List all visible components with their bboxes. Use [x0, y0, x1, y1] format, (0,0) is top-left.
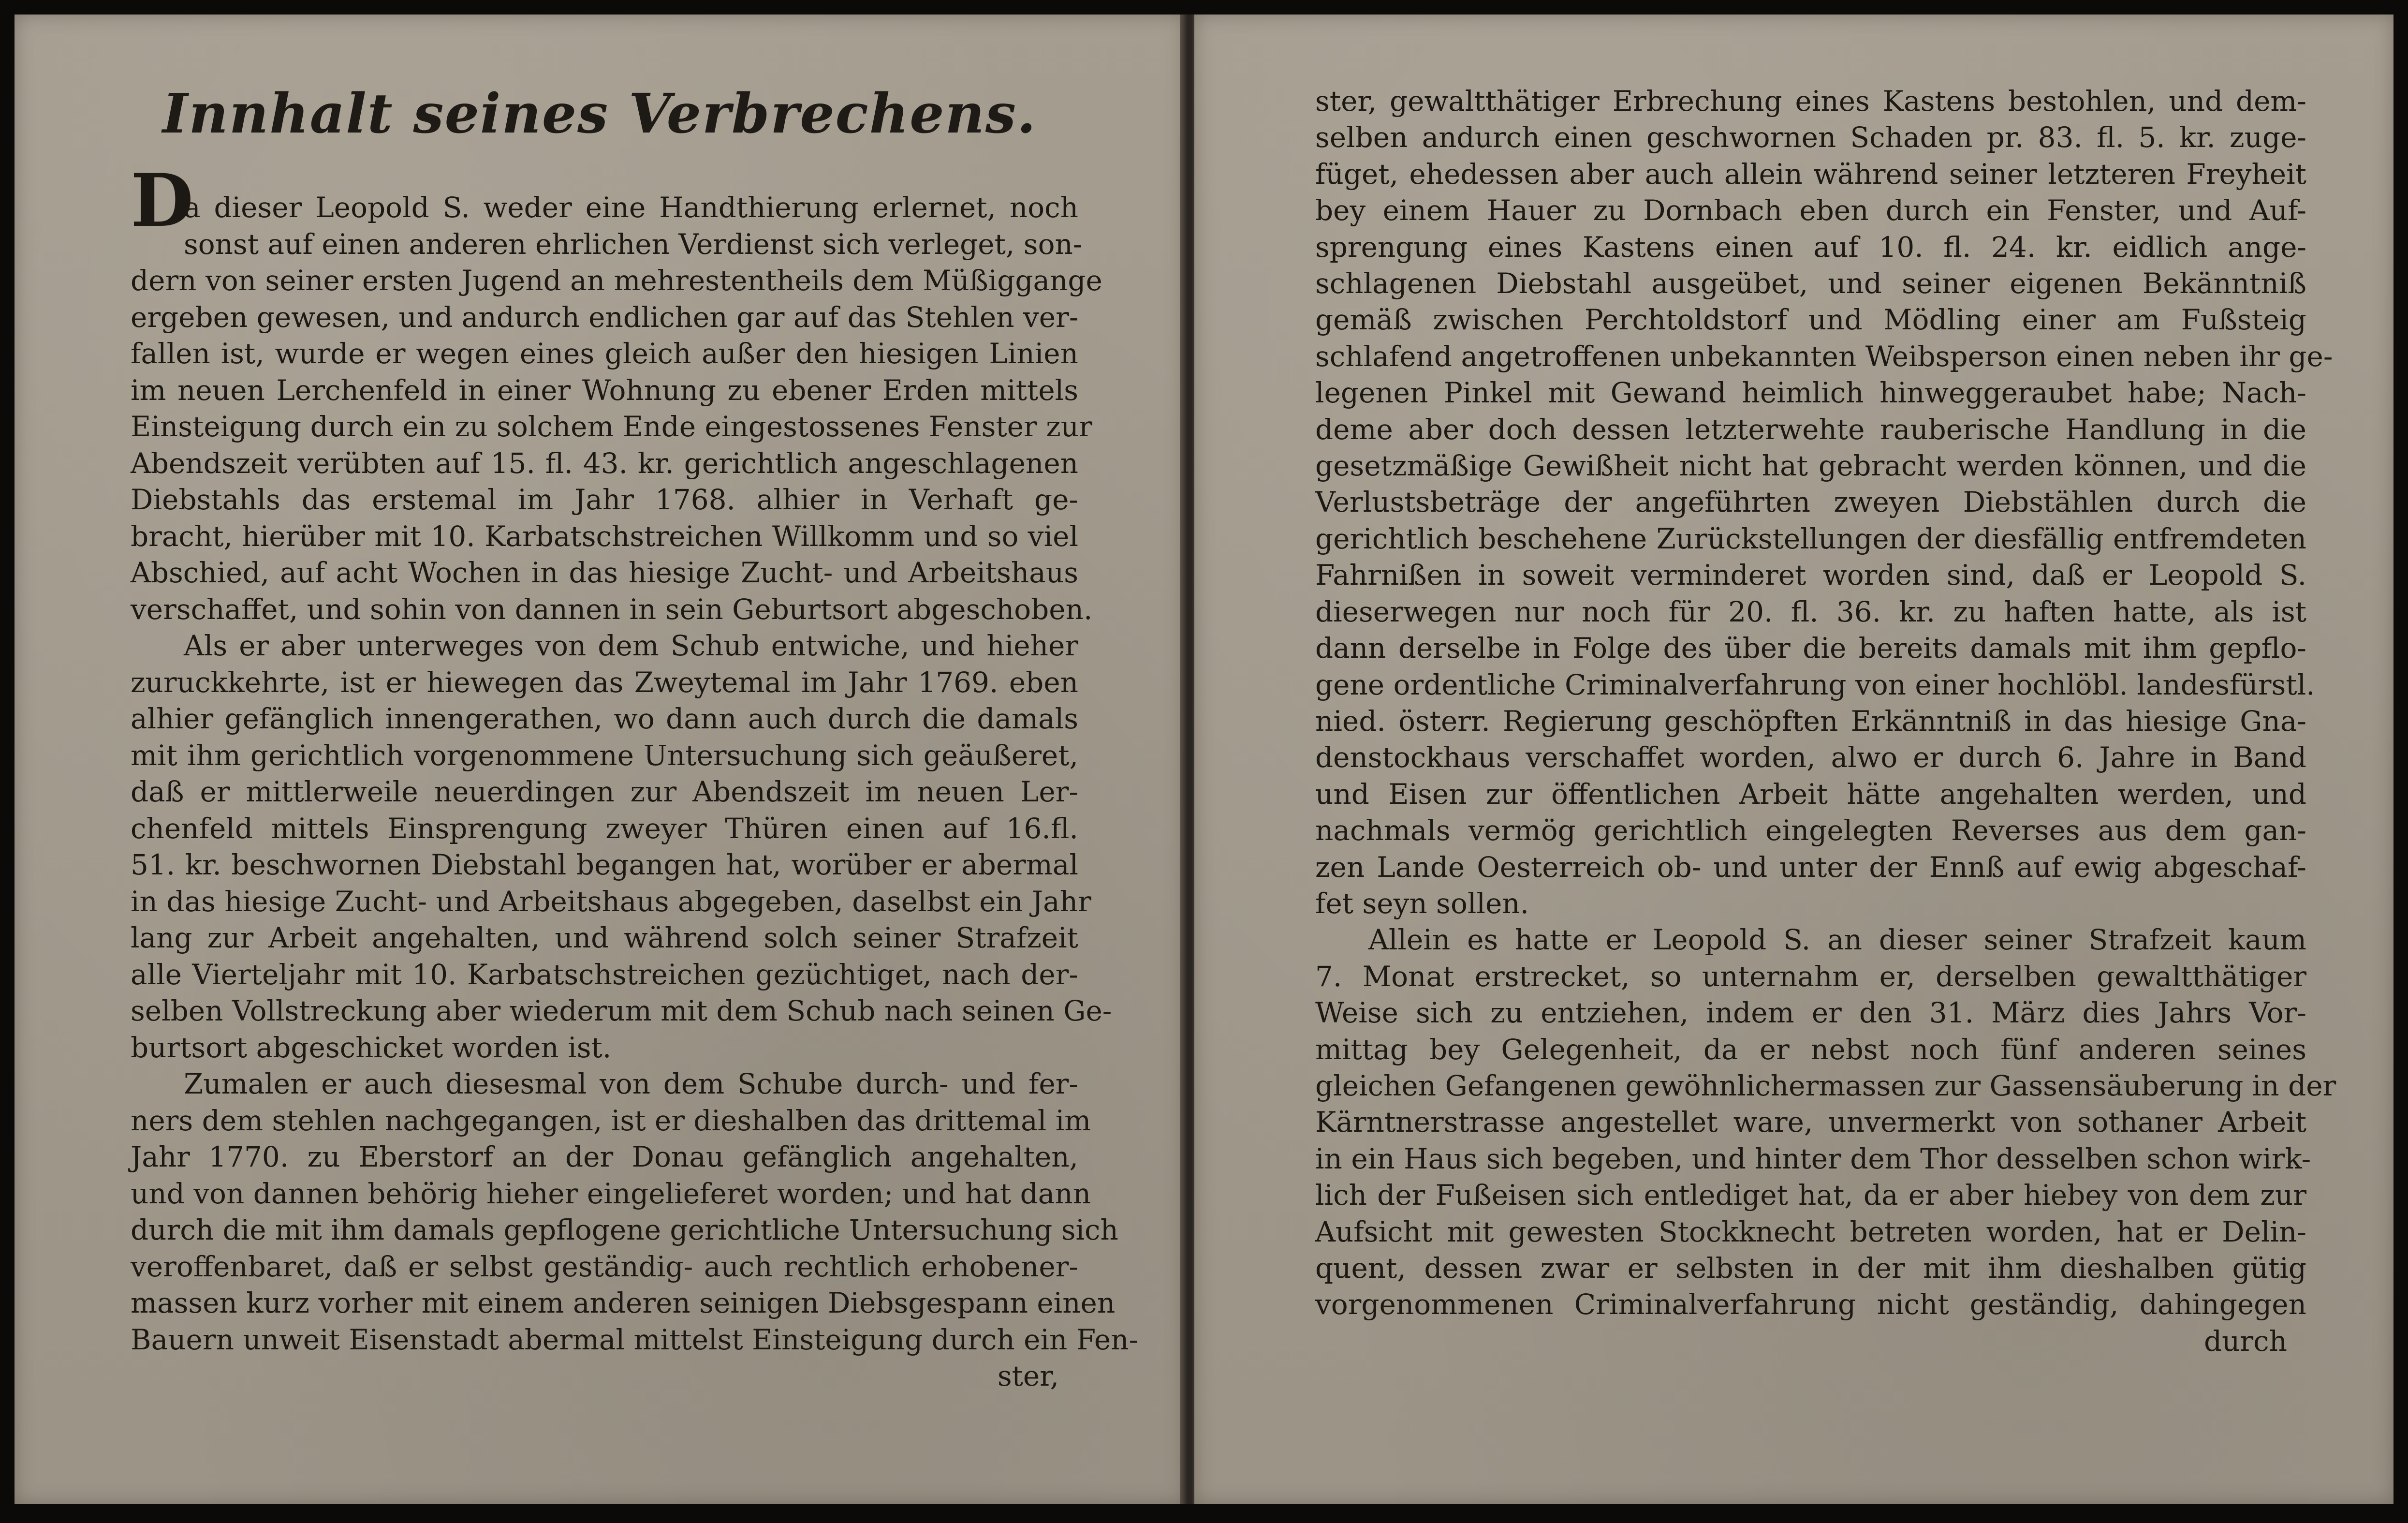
text-line: zen Lande Oesterreich ob- und unter der Ennß auf ewig abgeschaf- [1315, 850, 2306, 884]
text-line: bey einem Hauer zu Dornbach eben durch ein Fenster, und Auf- [1315, 194, 2306, 227]
text-line: schlafend angetroffenen unbekannten Weibsperson einen neben ihr ge- [1315, 340, 2333, 373]
text-line: 51. kr. beschwornen Diebstahl begangen hat, worüber er abermal [131, 848, 1078, 881]
text-line: Kärntnerstrasse angestellet ware, unvermerkt von sothaner Arbeit [1315, 1106, 2306, 1139]
text-line: dieserwegen nur noch für 20. fl. 36. kr. zu haften hatte, als ist [1315, 595, 2306, 628]
text-line: und Eisen zur öffentlichen Arbeit hätte angehalten werden, und [1315, 777, 2306, 811]
text-line: dern von seiner ersten Jugend an mehrestentheils dem Müßiggange [131, 264, 1102, 297]
text-line: Abendszeit verübten auf 15. fl. 43. kr. gerichtlich angeschlagenen [131, 446, 1078, 480]
text-line: alhier gefänglich innengerathen, wo dann auch durch die damals [131, 702, 1078, 735]
text-line: verschaffet, und sohin von dannen in sein Geburtsort abgeschoben. [131, 592, 1093, 626]
text-line: schlagenen Diebstahl ausgeübet, und seiner eigenen Bekänntniß [1315, 267, 2306, 300]
text-line: zuruckkehrte, ist er hiewegen das Zweytemal im Jahr 1769. eben [131, 665, 1078, 699]
right-page [1194, 15, 2393, 1504]
text-line: Diebstahls das erstemal im Jahr 1768. alhier in Verhaft ge- [131, 483, 1078, 516]
text-line: daß er mittlerweile neuerdingen zur Abendszeit im neuen Ler- [131, 775, 1078, 808]
text-line: selben Vollstreckung aber wiederum mit dem Schub nach seinen Ge- [131, 994, 1112, 1027]
text-line: deme aber doch dessen letzterwehte rauberische Handlung in die [1315, 413, 2306, 446]
text-line: fallen ist, wurde er wegen eines gleich außer den hiesigen Linien [131, 337, 1078, 370]
text-line: gemäß zwischen Perchtoldstorf und Mödling einer am Fußsteig [1315, 303, 2306, 337]
text-line: in ein Haus sich begeben, und hinter dem Thor desselben schon wirk- [1315, 1142, 2311, 1175]
text-line: denstockhaus verschaffet worden, alwo er durch 6. Jahre in Band [1315, 741, 2306, 774]
text-line: bracht, hierüber mit 10. Karbatschstreichen Willkomm und so viel [131, 519, 1078, 553]
text-line: gleichen Gefangenen gewöhnlichermassen zur Gassensäuberung in der [1315, 1069, 2336, 1102]
text-line: massen kurz vorher mit einem anderen seinigen Diebsgespann einen [131, 1286, 1116, 1319]
text-line: Verlustsbeträge der angeführten zweyen Diebstählen durch die [1315, 486, 2306, 519]
text-line: und von dannen behörig hieher eingelieferet worden; und hat dann [131, 1177, 1091, 1210]
text-line: selben andurch einen geschwornen Schaden pr. 83. fl. 5. kr. zuge- [1315, 121, 2306, 154]
text-line: gerichtlich beschehene Zurückstellungen der diesfällig entfremdeten [1315, 522, 2306, 555]
text-line: Jahr 1770. zu Eberstorf an der Donau gefänglich angehalten, [131, 1140, 1078, 1173]
right-text-block [1315, 83, 2336, 1360]
text-line: Einsteigung durch ein zu solchem Ende eingestossenes Fenster zur [131, 410, 1092, 443]
text-line: sprengung eines Kastens einen auf 10. fl. 24. kr. eidlich ange- [1315, 230, 2306, 264]
text-line-content: a dieser Leopold S. weder eine Handthierung erlernet, noch [184, 191, 1078, 224]
catchword: ster, [997, 1360, 1059, 1392]
page-heading: Innhalt seines Verbrechens. [162, 82, 1037, 146]
text-line: Als er aber unterweges von dem Schub entwiche, und hieher [184, 629, 1078, 662]
text-line: Zumalen er auch diesesmal von dem Schube durch- und fer- [184, 1067, 1078, 1100]
text-line: füget, ehedessen aber auch allein während seiner letzteren Freyheit [1315, 157, 2306, 191]
text-line: Fahrnißen in soweit verminderet worden sind, daß er Leopold S. [1315, 559, 2306, 592]
text-line: nachmals vermög gerichtlich eingelegten Reverses aus dem gan- [1315, 814, 2306, 847]
text-line: gene ordentliche Criminalverfahrung von einer hochlöbl. landesfürstl. [1315, 668, 2315, 701]
text-line: im neuen Lerchenfeld in einer Wohnung zu ebener Erden mittels [131, 373, 1078, 407]
text-line: mit ihm gerichtlich vorgenommene Untersuchung sich geäußeret, [131, 739, 1078, 772]
text-line: Aufsicht mit gewesten Stockknecht betreten worden, hat er Delin- [1315, 1215, 2306, 1248]
left-page [15, 15, 1185, 1504]
text-line: vorgenommenen Criminalverfahrung nicht geständig, dahingegen [1315, 1288, 2306, 1321]
text-line: alle Vierteljahr mit 10. Karbatschstreichen gezüchtiget, nach der- [131, 958, 1078, 991]
text-line: dann derselbe in Folge des über die bereits damals mit ihm gepflo- [1315, 632, 2306, 665]
text-line: nied. österr. Regierung geschöpften Erkänntniß in das hiesige Gna- [1315, 704, 2306, 738]
left-text-block [131, 158, 1139, 1395]
text-line: chenfeld mittels Einsprengung zweyer Thüren einen auf 16.fl. [131, 812, 1078, 845]
text-line: Abschied, auf acht Wochen in das hiesige Zucht- und Arbeitshaus [131, 556, 1078, 589]
text-line: Bauern unweit Eisenstadt abermal mittelst Einsteigung durch ein Fen- [131, 1323, 1139, 1356]
text-line: sonst auf einen anderen ehrlichen Verdienst sich verleget, son- [184, 227, 1083, 261]
text-line: Weise sich zu entziehen, indem er den 31. März dies Jahrs Vor- [1315, 996, 2306, 1030]
text-line: durch die mit ihm damals gepflogene gerichtliche Untersuchung sich [131, 1213, 1118, 1246]
text-line: mittag bey Gelegenheit, da er nebst noch fünf anderen seines [1315, 1033, 2306, 1066]
text-line: in das hiesige Zucht- und Arbeitshaus abgegeben, daselbst ein Jahr [131, 885, 1091, 918]
text-line: ners dem stehlen nachgegangen, ist er dieshalben das drittemal im [131, 1104, 1091, 1137]
text-line: Da dieser Leopold S. weder eine Handthierung erlernet, noch [131, 158, 1078, 243]
text-line: ster, gewaltthätiger Erbrechung eines Kastens bestohlen, und dem- [1315, 85, 2306, 118]
text-line: fet seyn sollen. [1315, 887, 1529, 920]
text-line: Allein es hatte er Leopold S. an dieser seiner Strafzeit kaum [1368, 923, 2306, 957]
text-line: lang zur Arbeit angehalten, und während solch seiner Strafzeit [131, 921, 1078, 954]
text-line: legenen Pinkel mit Gewand heimlich hinweggeraubet habe; Nach- [1315, 376, 2306, 410]
text-line: quent, dessen zwar er selbsten in der mit ihm dieshalben gütig [1315, 1252, 2306, 1285]
catchword: durch [2203, 1324, 2287, 1358]
text-line: burtsort abgeschicket worden ist. [131, 1031, 612, 1064]
text-line: ergeben gewesen, und andurch endlichen gar auf das Stehlen ver- [131, 300, 1079, 334]
text-line: gesetzmäßige Gewißheit nicht hat gebracht werden können, und die [1315, 449, 2306, 483]
text-line: veroffenbaret, daß er selbst geständig- auch rechtlich erhobener- [131, 1250, 1078, 1283]
text-line: 7. Monat erstrecket, so unternahm er, derselben gewaltthätiger [1315, 960, 2306, 993]
text-line: lich der Fußeisen sich entlediget hat, da er aber hiebey von dem zur [1315, 1179, 2306, 1212]
